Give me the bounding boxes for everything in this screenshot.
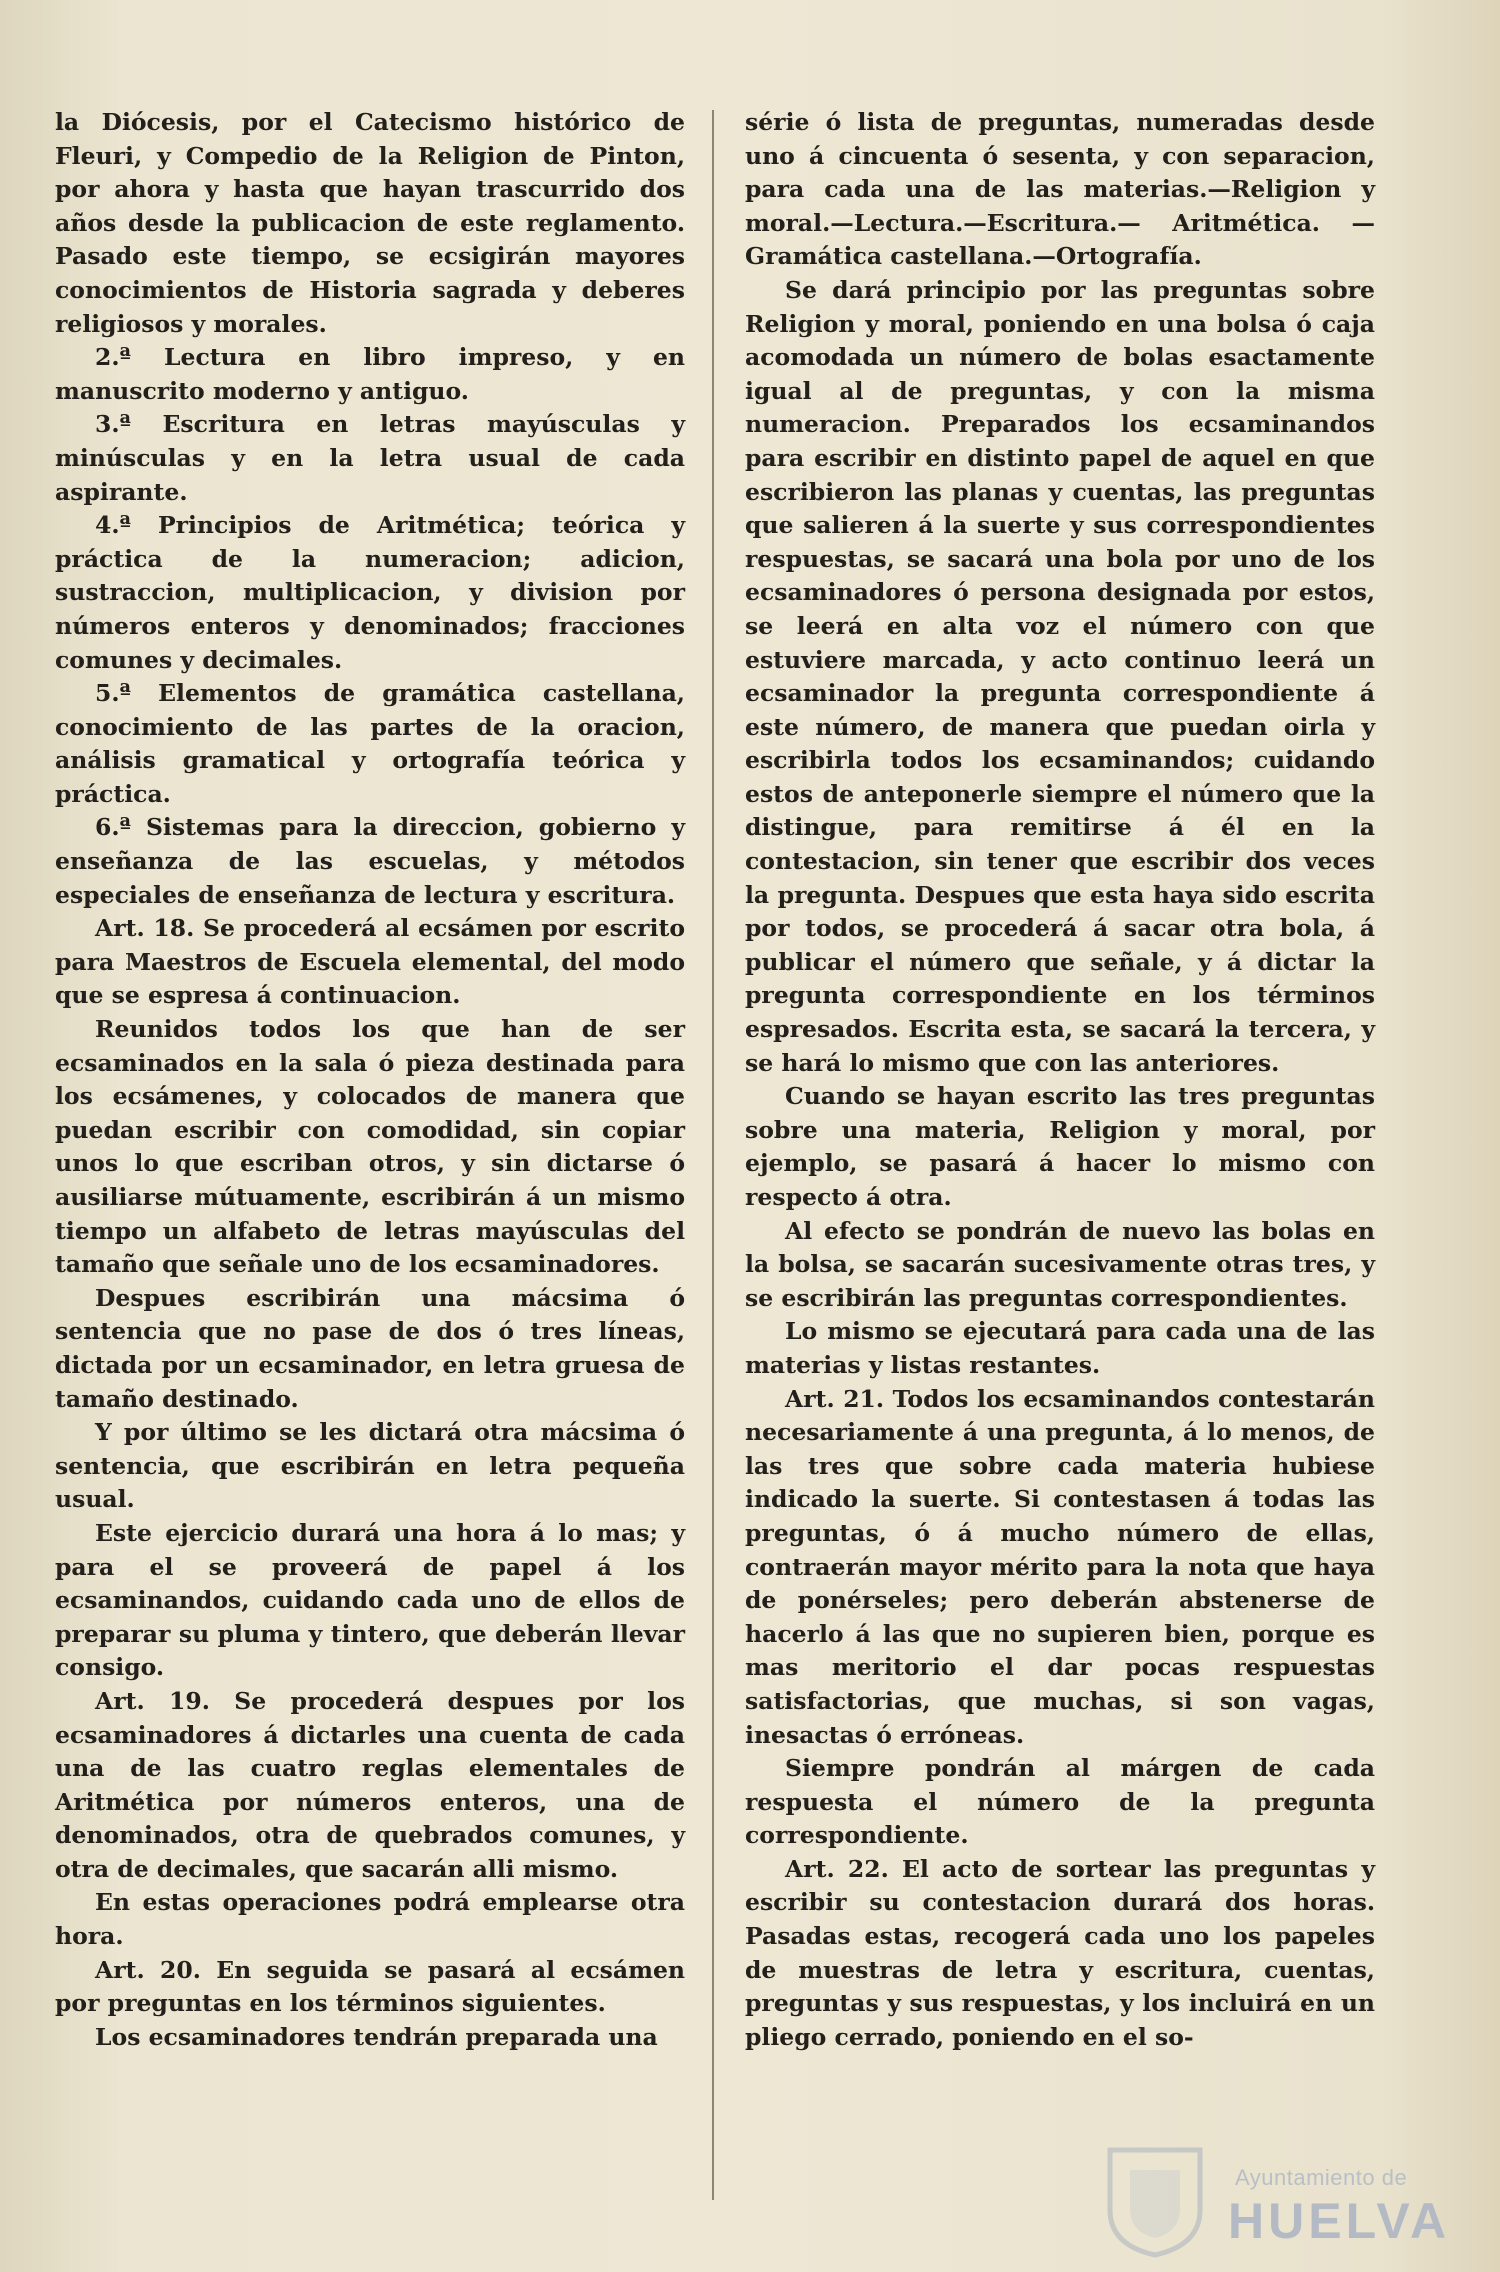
paragraph: Siempre pondrán al márgen de cada respuesta el número de la pregunta correspondiente. — [745, 1754, 1375, 1850]
paragraph: Reunidos todos los que han de ser ecsaminados en la sala ó pieza destinada para los ecsámenes, y colocados de manera que puedan escribir con comodidad, sin copiar unos lo que escriban otros, y sin dictarse ó ausiliarse mútuamente, escribirán á un mismo tiempo un alfabeto de letras mayúsculas del tamaño que señale uno de los ecsaminadores. — [55, 1015, 685, 1279]
paragraph: Despues escribirán una mácsima ó sentencia que no pase de dos ó tres líneas, dictada por un ecsaminador, en letra gruesa de tamaño destinado. — [55, 1283, 685, 1413]
paragraph: série ó lista de preguntas, numeradas desde uno á cincuenta ó sesenta, y con separacion, para cada una de las materias.—Religion y moral.—Lectura.—Escritura.— Aritmética. —Gramática castellana.—Ortografía. — [745, 108, 1375, 271]
paragraph: Lo mismo se ejecutará para cada una de las materias y listas restantes. — [745, 1317, 1375, 1379]
paragraph: 6.ª Sistemas para la direccion, gobierno y enseñanza de las escuelas, y métodos especiales de enseñanza de lectura y escritura. — [55, 813, 685, 909]
paragraph: 2.ª Lectura en libro impreso, y en manuscrito moderno y antiguo. — [55, 343, 685, 405]
watermark-line2: HUELVA — [1228, 2193, 1451, 2249]
paragraph: la Diócesis, por el Catecismo histórico de Fleuri, y Compedio de la Religion de Pinton, por ahora y hasta que hayan trascurrido dos años desde la publicacion de este reglamento. Pasado este tiempo, se ecsigirán mayores conocimientos de Historia sagrada y deberes religiosos y morales. — [55, 108, 685, 338]
left-text-column — [55, 106, 685, 2054]
paragraph: Cuando se hayan escrito las tres preguntas sobre una materia, Religion y moral, por ejemplo, se pasará á hacer lo mismo con respecto á otra. — [745, 1082, 1375, 1211]
paragraph: 5.ª Elementos de gramática castellana, conocimiento de las partes de la oracion, análisis gramatical y ortografía teórica y práctica. — [55, 679, 685, 808]
paragraph: 4.ª Principios de Aritmética; teórica y práctica de la numeracion; adicion, sustraccion, multiplicacion, y division por números enteros y denominados; fracciones comunes y decimales. — [55, 511, 685, 674]
article-paragraph: Art. 19. Se procederá despues por los ecsaminadores á dictarles una cuenta de cada una de las cuatro reglas elementales de Aritmética por números enteros, una de denominados, otra de quebrados comunes, y otra de decimales, que sacarán alli mismo. — [55, 1686, 685, 1883]
paragraph: En estas operaciones podrá emplearse otra hora. — [55, 1888, 685, 1951]
article-paragraph: Art. 21. Todos los ecsaminandos contestarán necesariamente á una pregunta, á lo menos, de las tres que sobre cada materia hubiese indicado la suerte. Si contestasen á todas las preguntas, ó á mucho número de ellas, contraerán mayor mérito para la nota que haya de ponérseles; pero deberán abstenerse de hacerlo á las que no supieren bien, porque es mas meritorio el dar pocas respuestas satisfactorias, que muchas, si son vagas, inesactas ó erróneas. — [745, 1384, 1375, 1749]
paragraph: Se dará principio por las preguntas sobre Religion y moral, poniendo en una bolsa ó caja acomodada un número de bolas esactamente igual al de preguntas, y con la misma numeracion. Preparados los ecsaminandos para escribir en distinto papel de aquel en que escribieron las planas y cuentas, las preguntas que salieren á la suerte y sus correspondientes respuestas, se sacará una bola por uno de los ecsaminadores ó persona designada por estos, se leerá en alta voz el número con que estuviere marcada, y acto continuo leerá un ecsaminador la pregunta correspondiente á este número, de manera que puedan oirla y escribirla todos los ecsaminandos; cuidando estos de anteponerle siempre el número que la distingue, para remitirse á él en la contestacion, sin tener que escribir dos veces la pregunta. Despues que esta haya sido escrita por todos, se procederá á sacar otra bola, á publicar el número que señale, y á dictar la pregunta correspondiente en los términos espresados. Escrita esta, se sacará la tercera, y se hará lo mismo que con las anteriores. — [745, 275, 1375, 1077]
article-paragraph: Art. 22. El acto de sortear las preguntas y escribir su contestacion durará dos horas. Pasadas estas, recogerá cada uno los papeles de muestras de letra y escritura, cuentas, preguntas y sus respuestas, y los incluirá en un pliego cerrado, poniendo en el so- — [745, 1854, 1375, 2051]
article-paragraph: Art. 20. En seguida se pasará al ecsámen por preguntas en los términos siguientes. — [55, 1955, 685, 2018]
right-text-column — [745, 106, 1375, 2054]
paragraph: 3.ª Escritura en letras mayúsculas y minúsculas y en la letra usual de cada aspirante. — [55, 410, 685, 506]
paragraph: Y por último se les dictará otra mácsima ó sentencia, que escribirán en letra pequeña usual. — [55, 1418, 685, 1514]
paragraph: Los ecsaminadores tendrán preparada una — [95, 2022, 658, 2051]
paragraph: Al efecto se pondrán de nuevo las bolas en la bolsa, se sacarán sucesivamente otras tres, y se escribirán las preguntas correspondientes. — [745, 1216, 1375, 1312]
watermark-line1: Ayuntamiento de — [1235, 2165, 1408, 2190]
paragraph: Este ejercicio durará una hora á lo mas; y para el se proveerá de papel á los ecsaminandos, cuidando cada uno de ellos de preparar su pluma y tintero, que deberán llevar consigo. — [55, 1518, 685, 1682]
article-paragraph: Art. 18. Se procederá al ecsámen por escrito para Maestros de Escuela elemental, del modo que se espresa á continuacion. — [55, 914, 685, 1010]
column-divider — [712, 110, 714, 2200]
